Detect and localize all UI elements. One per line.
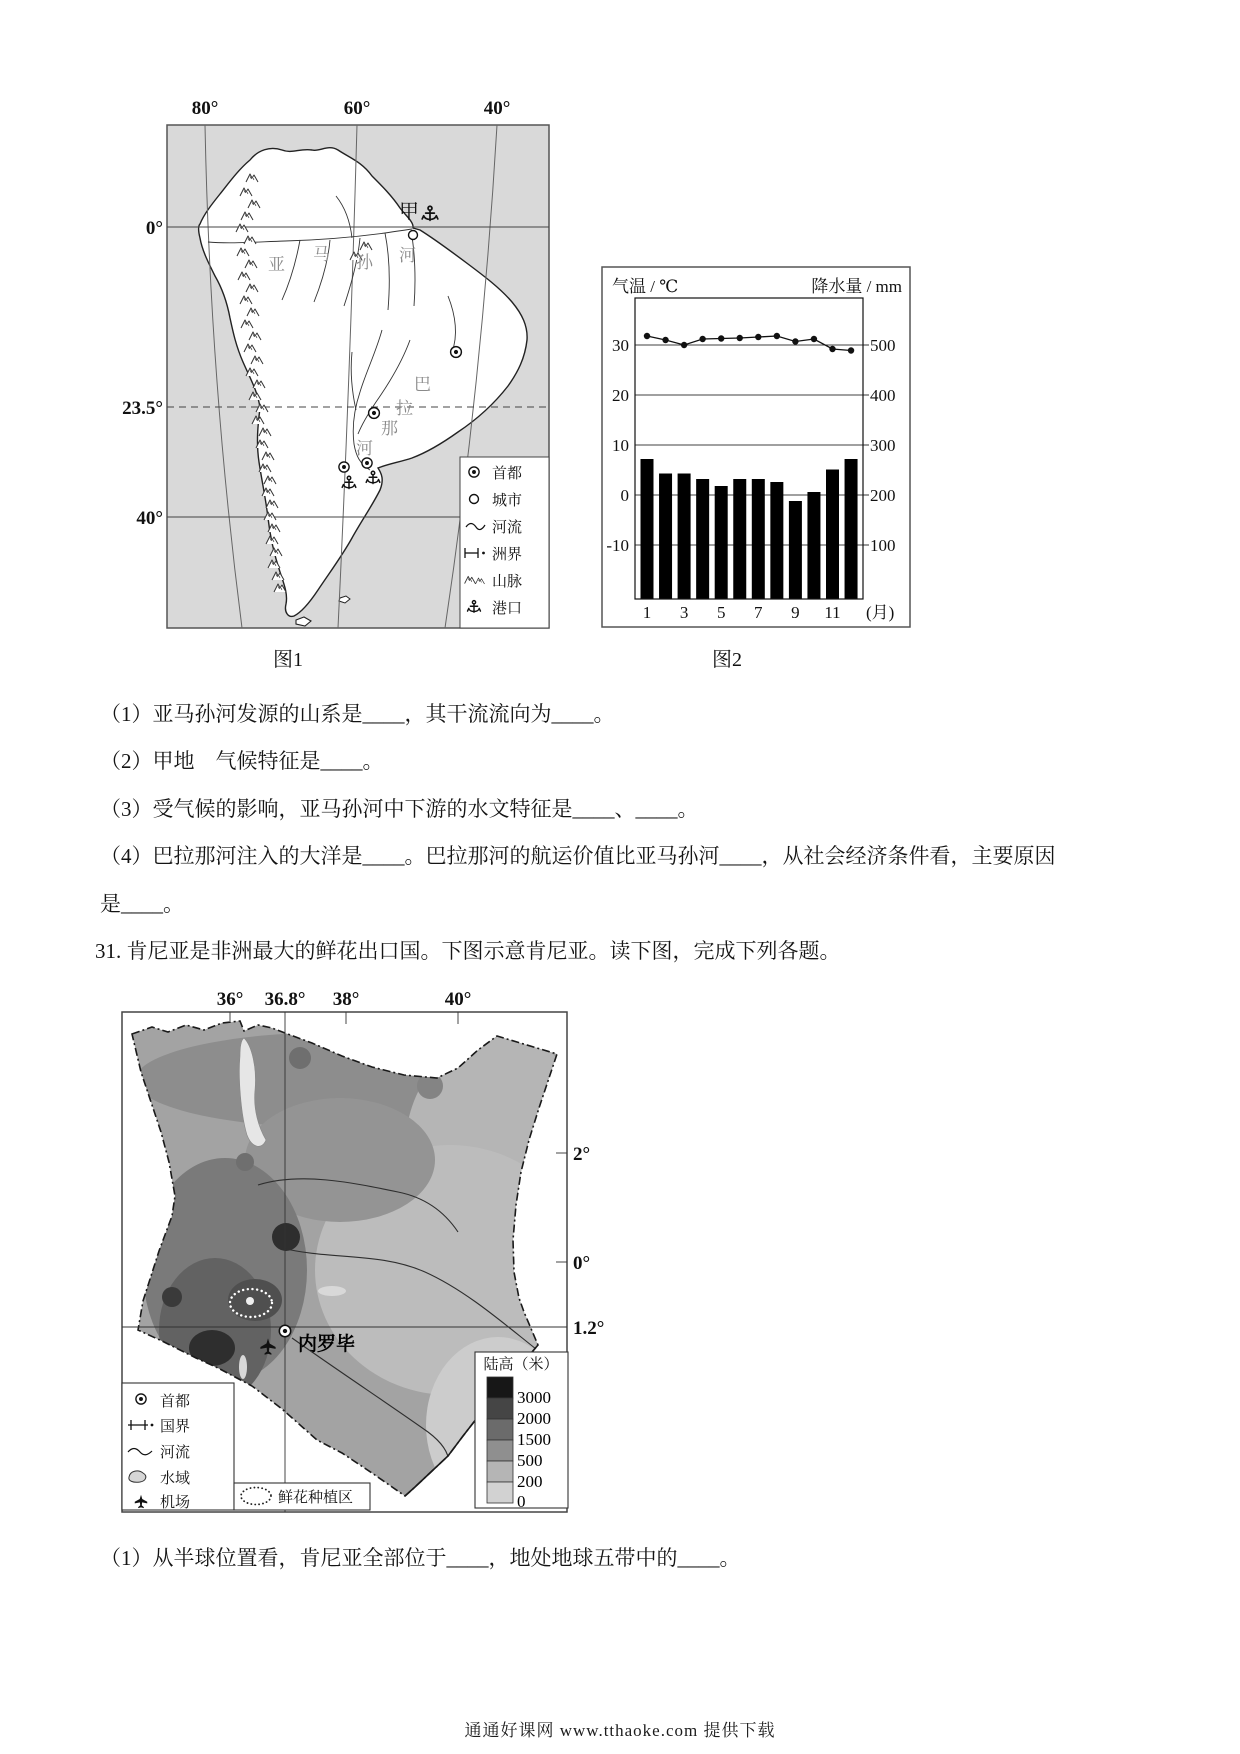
svg-text:陆高（米）: 陆高（米） bbox=[483, 1357, 559, 1373]
temperature-point bbox=[644, 333, 650, 339]
svg-text:河: 河 bbox=[356, 439, 373, 458]
climate-chart bbox=[595, 255, 925, 645]
x-tick-label: 1 bbox=[642, 603, 652, 622]
elevation-swatch bbox=[487, 1377, 513, 1398]
right-tick-label: 100 bbox=[870, 536, 896, 555]
right-tick-label: 200 bbox=[870, 486, 896, 505]
svg-text:1.2°: 1.2° bbox=[573, 1318, 605, 1339]
left-tick-label: 30 bbox=[612, 336, 629, 355]
svg-text:河: 河 bbox=[399, 246, 416, 265]
svg-text:港口: 港口 bbox=[492, 601, 523, 617]
svg-text:河流: 河流 bbox=[160, 1445, 191, 1461]
svg-text:2°: 2° bbox=[573, 1144, 591, 1165]
elevation-swatch bbox=[487, 1440, 513, 1461]
page-footer: 通通好课网 www.tthaoke.com 提供下载 bbox=[464, 1721, 776, 1740]
svg-text:亚: 亚 bbox=[268, 255, 285, 274]
precipitation-bar bbox=[715, 486, 728, 599]
x-tick-label: 3 bbox=[679, 603, 689, 622]
svg-text:0°: 0° bbox=[145, 218, 163, 239]
svg-text:36.8°: 36.8° bbox=[264, 989, 306, 1010]
x-tick-label: 9 bbox=[791, 603, 800, 622]
kenya-map bbox=[105, 985, 610, 1525]
elevation-swatch bbox=[487, 1482, 513, 1503]
svg-text:38°: 38° bbox=[332, 989, 360, 1010]
question-line: 是____。 bbox=[100, 892, 184, 916]
precipitation-bar bbox=[770, 482, 783, 599]
precipitation-bar bbox=[752, 479, 765, 599]
temperature-point bbox=[755, 334, 761, 340]
question-line: （2）甲地 气候特征是____。 bbox=[100, 749, 384, 773]
svg-text:1500: 1500 bbox=[517, 1430, 551, 1449]
left-axis-title: 气温 / ℃ bbox=[612, 277, 679, 296]
figure1-caption: 图1 bbox=[273, 649, 303, 671]
temperature-point bbox=[829, 346, 835, 352]
temperature-point bbox=[699, 336, 705, 342]
figure2-caption: 图2 bbox=[712, 649, 742, 671]
question-line: （4）巴拉那河注入的大洋是____。巴拉那河的航运价值比亚马孙河____，从社会经济条件看，主要原因 bbox=[100, 844, 1056, 868]
svg-text:城市: 城市 bbox=[492, 493, 523, 509]
precipitation-bar bbox=[696, 479, 709, 599]
svg-text:40°: 40° bbox=[136, 508, 163, 529]
left-tick-label: 10 bbox=[612, 436, 629, 455]
right-tick-label: 500 bbox=[870, 336, 896, 355]
svg-text:水域: 水域 bbox=[160, 1471, 191, 1487]
temperature-point bbox=[718, 335, 724, 341]
capital-marker bbox=[339, 462, 349, 472]
svg-text:鲜花种植区: 鲜花种植区 bbox=[278, 1490, 354, 1506]
capital-marker bbox=[451, 347, 462, 358]
x-tick-label: 7 bbox=[754, 603, 763, 622]
svg-text:500: 500 bbox=[517, 1451, 543, 1470]
city-marker bbox=[409, 231, 418, 240]
svg-text:2000: 2000 bbox=[517, 1409, 551, 1428]
figure1-legend bbox=[460, 457, 549, 628]
svg-text:60°: 60° bbox=[343, 98, 371, 119]
svg-text:河流: 河流 bbox=[492, 520, 523, 536]
svg-text:孙: 孙 bbox=[356, 253, 373, 272]
svg-text:首都: 首都 bbox=[492, 466, 523, 482]
right-tick-label: 400 bbox=[870, 386, 896, 405]
left-tick-label: 20 bbox=[612, 386, 629, 405]
precipitation-bar bbox=[678, 474, 691, 600]
flower-zone-dot bbox=[246, 1297, 254, 1305]
precipitation-bar bbox=[733, 479, 746, 599]
question-31-intro: 31. 肯尼亚是非洲最大的鲜花出口国。下图示意肯尼亚。读下图，完成下列各题。 bbox=[95, 939, 841, 963]
precipitation-bar bbox=[641, 459, 654, 599]
question-line: （1）从半球位置看，肯尼亚全部位于____，地处地球五带中的____。 bbox=[100, 1546, 741, 1570]
svg-text:36°: 36° bbox=[216, 989, 244, 1010]
left-tick-label: -10 bbox=[606, 536, 629, 555]
svg-text:40°: 40° bbox=[483, 98, 511, 119]
capital-marker bbox=[362, 458, 372, 468]
right-tick-label: 300 bbox=[870, 436, 896, 455]
precipitation-bar bbox=[807, 492, 820, 599]
svg-text:首都: 首都 bbox=[160, 1394, 191, 1410]
svg-text:0°: 0° bbox=[573, 1253, 591, 1274]
svg-text:200: 200 bbox=[517, 1472, 543, 1491]
x-tick-label: 5 bbox=[716, 603, 726, 622]
precipitation-bar bbox=[789, 501, 802, 599]
svg-text:3000: 3000 bbox=[517, 1388, 551, 1407]
elevation-swatch bbox=[487, 1461, 513, 1482]
question-line: （3）受气候的影响，亚马孙河中下游的水文特征是____、____。 bbox=[100, 797, 699, 821]
precipitation-bar bbox=[845, 459, 858, 599]
svg-text:洲界: 洲界 bbox=[492, 547, 523, 563]
temperature-point bbox=[681, 342, 687, 348]
temperature-point bbox=[811, 336, 817, 342]
svg-text:山脉: 山脉 bbox=[492, 574, 523, 590]
temperature-point bbox=[774, 333, 780, 339]
svg-text:23.5°: 23.5° bbox=[122, 398, 163, 419]
svg-text:0: 0 bbox=[517, 1492, 526, 1511]
elevation-swatch bbox=[487, 1398, 513, 1419]
precipitation-bar bbox=[659, 474, 672, 600]
precipitation-bar bbox=[826, 470, 839, 600]
svg-text:40°: 40° bbox=[444, 989, 472, 1010]
capital-marker bbox=[369, 408, 380, 419]
svg-text:拉: 拉 bbox=[396, 399, 413, 418]
left-tick-label: 0 bbox=[620, 486, 629, 505]
elevation-swatch bbox=[487, 1419, 513, 1440]
temperature-point bbox=[662, 337, 668, 343]
place-label-jia: 甲 bbox=[399, 201, 419, 223]
capital-marker-nairobi bbox=[279, 1325, 290, 1336]
svg-text:马: 马 bbox=[313, 245, 330, 264]
nairobi-label: 内罗毕 bbox=[298, 1334, 356, 1355]
svg-text:80°: 80° bbox=[191, 98, 219, 119]
elevation-legend bbox=[475, 1352, 568, 1511]
x-axis-unit: (月) bbox=[866, 603, 895, 622]
svg-text:那: 那 bbox=[381, 419, 398, 438]
right-axis-title: 降水量 / mm bbox=[811, 277, 902, 296]
temperature-point bbox=[737, 335, 743, 341]
x-tick-label: 11 bbox=[824, 603, 841, 622]
svg-text:机场: 机场 bbox=[160, 1495, 191, 1511]
svg-text:巴: 巴 bbox=[414, 375, 431, 394]
temperature-point bbox=[848, 347, 854, 353]
south-america-map bbox=[100, 95, 570, 670]
temperature-point bbox=[792, 338, 798, 344]
svg-text:国界: 国界 bbox=[160, 1419, 191, 1435]
question-line: （1）亚马孙河发源的山系是____，其干流流向为____。 bbox=[100, 702, 615, 726]
